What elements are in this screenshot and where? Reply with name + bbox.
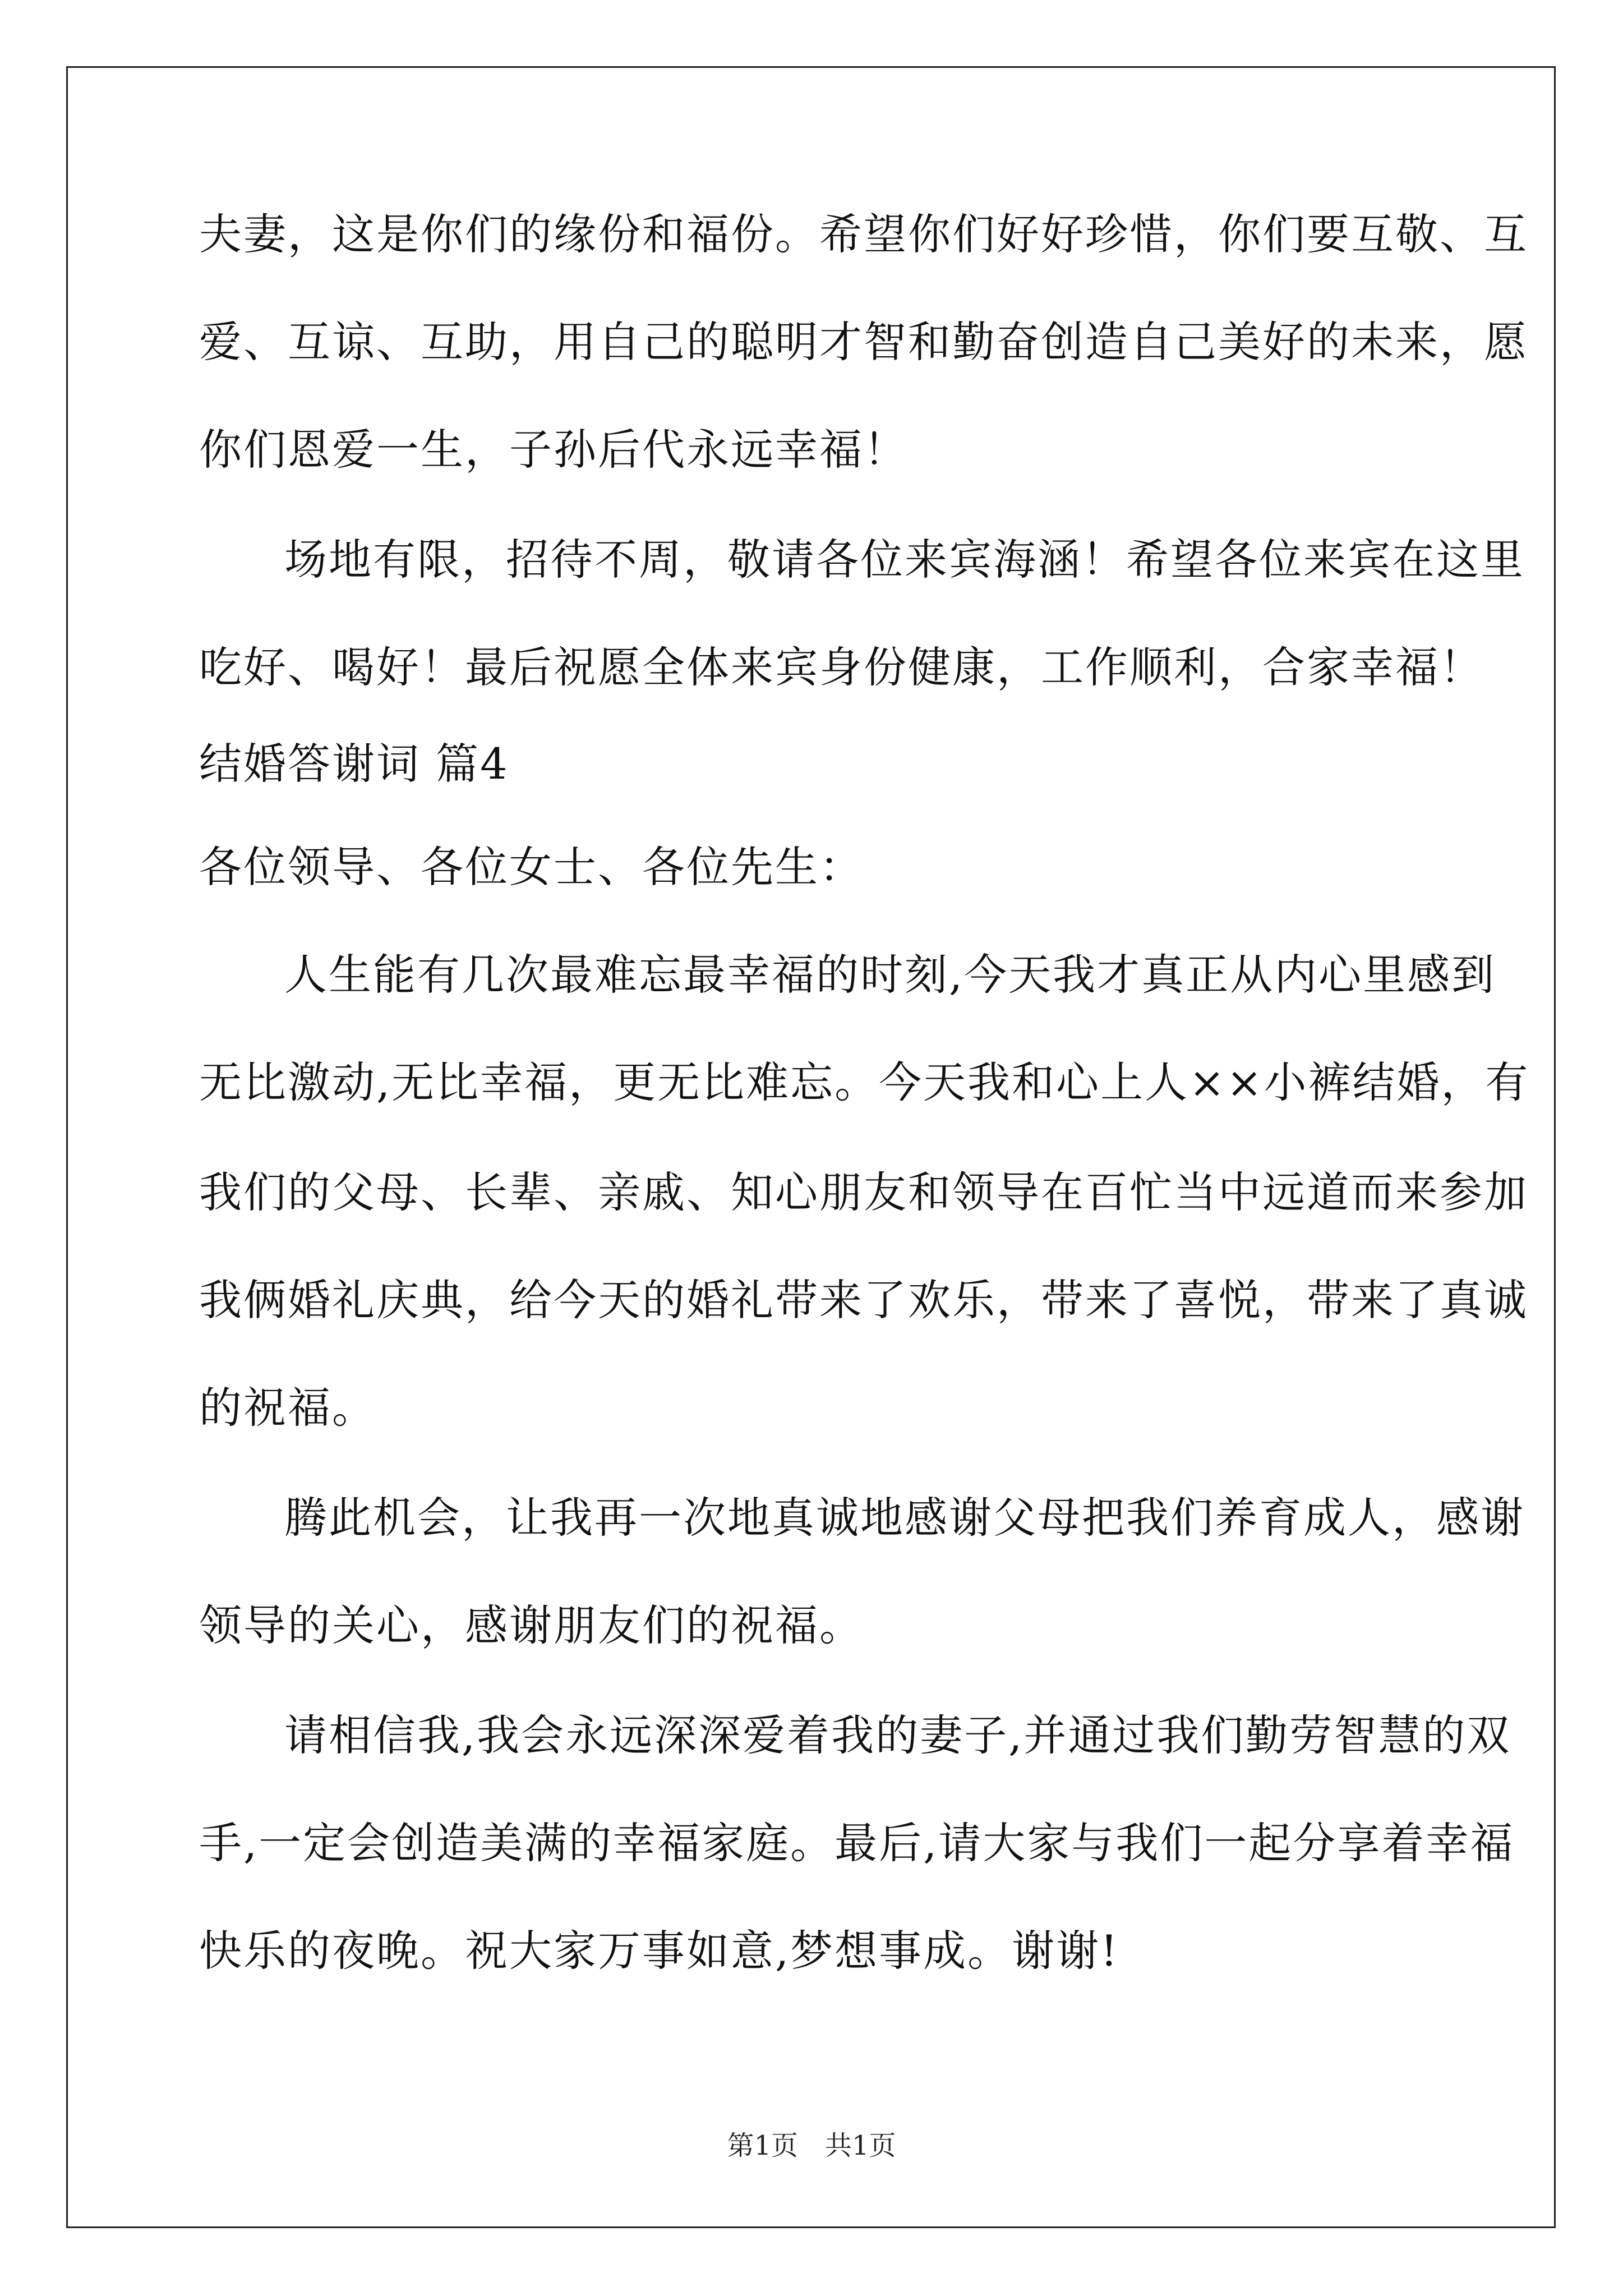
text-line: 你们恩爱一生，子孙后代永远幸福！ <box>199 425 908 475</box>
page-number: 第1页 共1页 <box>727 2130 896 2161</box>
text-line: 的祝福。 <box>199 1383 376 1433</box>
text-line: 爱、互谅、互助，用自己的聪明才智和勤奋创造自己美好的未来，愿 <box>199 317 1528 367</box>
text-line: 场地有限，招待不周，敬请各位来宾海涵！希望各位来宾在这里 <box>284 535 1525 585</box>
text-line: 夫妻，这是你们的缘份和福份。希望你们好好珍惜，你们要互敬、互 <box>199 209 1528 259</box>
salutation: 各位领导、各位女士、各位先生： <box>199 842 864 892</box>
text-line: 手,一定会创造美满的幸福家庭。最后,请大家与我们一起分享着幸福 <box>199 1818 1515 1868</box>
text-line: 人生能有几次最难忘最幸福的时刻,今天我才真正从内心里感到 <box>284 950 1496 1000</box>
text-line: 腾此机会，让我再一次地真诚地感谢父母把我们养育成人，感谢 <box>284 1493 1525 1543</box>
text-line: 吃好、喝好！最后祝愿全体来宾身份健康，工作顺利，合家幸福！ <box>199 642 1484 692</box>
section-heading: 结婚答谢词 篇4 <box>199 739 509 789</box>
text-line: 我们的父母、长辈、亲戚、知心朋友和领导在百忙当中远道而来参加 <box>199 1167 1528 1217</box>
text-line: 请相信我,我会永远深深爱着我的妻子,并通过我们勤劳智慧的双 <box>284 1710 1511 1760</box>
text-line: 无比激动,无比幸福，更无比难忘。今天我和心上人××小裤结婚，有 <box>199 1057 1530 1107</box>
text-line: 快乐的夜晚。祝大家万事如意,梦想事成。谢谢! <box>199 1926 1119 1976</box>
page-border <box>66 66 1556 2228</box>
text-line: 领导的关心，感谢朋友们的祝福。 <box>199 1600 864 1650</box>
text-line: 我俩婚礼庆典，给今天的婚礼带来了欢乐，带来了喜悦，带来了真诚 <box>199 1275 1528 1325</box>
